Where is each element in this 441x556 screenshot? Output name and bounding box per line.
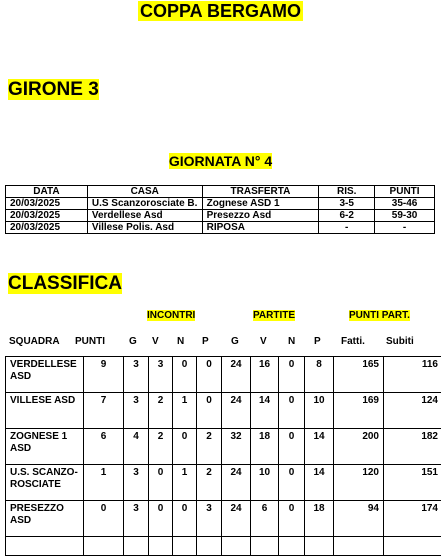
team-name: PRESEZZO ASD <box>6 501 84 537</box>
incontri-p: 0 <box>197 393 222 429</box>
incontri-label: INCONTRI <box>147 310 195 322</box>
match-home: U.S Scanzorosciate B. <box>87 198 202 210</box>
punti-fatti: 165 <box>334 357 384 393</box>
girone-heading: GIRONE 3 <box>8 79 99 101</box>
table-row <box>6 501 441 537</box>
team-name: VERDELLESE ASD <box>6 357 84 393</box>
punti-fatti: 120 <box>334 465 384 501</box>
match-home: Verdellese Asd <box>87 210 202 222</box>
punti-fatti: 169 <box>334 393 384 429</box>
match-points: 59-30 <box>375 210 435 222</box>
match-date: 20/03/2025 <box>6 198 88 210</box>
col-incontri-g: G <box>129 336 137 348</box>
partite-v: 6 <box>251 501 279 537</box>
partite-v: 16 <box>251 357 279 393</box>
table-row <box>6 393 441 429</box>
match-points: 35-46 <box>375 198 435 210</box>
incontri-g: 3 <box>124 465 149 501</box>
incontri-n: 1 <box>173 465 197 501</box>
partite-p: 8 <box>305 357 334 393</box>
partite-v: 18 <box>251 429 279 465</box>
col-partite-p: P <box>314 336 321 348</box>
partite-p: 18 <box>305 501 334 537</box>
giornata-heading: GIORNATA N° 4 <box>0 152 441 170</box>
team-name: VILLESE ASD <box>6 393 84 429</box>
col-partite-n: N <box>288 336 295 348</box>
match-home: Villese Polis. Asd <box>87 222 202 234</box>
matches-table <box>5 185 435 234</box>
incontri-n: 1 <box>173 393 197 429</box>
partite-g: 24 <box>222 465 251 501</box>
match-date: 20/03/2025 <box>6 210 88 222</box>
match-result: - <box>319 222 375 234</box>
partite-g: 24 <box>222 393 251 429</box>
table-row <box>6 198 435 210</box>
header-casa: CASA <box>87 186 202 198</box>
partite-g: 24 <box>222 501 251 537</box>
incontri-p: 0 <box>197 357 222 393</box>
partite-g: 32 <box>222 429 251 465</box>
incontri-g: 4 <box>124 429 149 465</box>
partite-p: 14 <box>305 465 334 501</box>
header-trasferta: TRASFERTA <box>202 186 319 198</box>
col-partite-g: G <box>231 336 239 348</box>
team-points: 6 <box>84 429 124 465</box>
page-title: COPPA BERGAMO <box>0 0 441 22</box>
punti-subiti: 182 <box>384 429 441 465</box>
table-row <box>6 357 441 393</box>
match-result: 6-2 <box>319 210 375 222</box>
incontri-v: 0 <box>149 501 173 537</box>
punti-subiti: 151 <box>384 465 441 501</box>
partite-n: 0 <box>279 393 305 429</box>
team-points: 1 <box>84 465 124 501</box>
classifica-heading: CLASSIFICA <box>8 273 122 295</box>
team-points: 0 <box>84 501 124 537</box>
header-punti: PUNTI <box>375 186 435 198</box>
partite-n: 0 <box>279 429 305 465</box>
team-name: ZOGNESE 1 ASD <box>6 429 84 465</box>
incontri-v: 2 <box>149 429 173 465</box>
incontri-p: 2 <box>197 429 222 465</box>
table-row <box>6 429 441 465</box>
partite-p: 14 <box>305 429 334 465</box>
incontri-v: 2 <box>149 393 173 429</box>
punti-subiti: 174 <box>384 501 441 537</box>
match-away: Zognese ASD 1 <box>202 198 319 210</box>
header-ris: RIS. <box>319 186 375 198</box>
matches-header-row <box>6 186 435 198</box>
match-date: 20/03/2025 <box>6 222 88 234</box>
header-data: DATA <box>6 186 88 198</box>
col-incontri-v: V <box>152 336 159 348</box>
table-row-empty <box>6 537 441 556</box>
partite-label: PARTITE <box>253 310 295 322</box>
col-incontri-p: P <box>202 336 209 348</box>
partite-v: 10 <box>251 465 279 501</box>
match-away: RIPOSA <box>202 222 319 234</box>
partite-g: 24 <box>222 357 251 393</box>
incontri-g: 3 <box>124 501 149 537</box>
incontri-p: 3 <box>197 501 222 537</box>
standings-table <box>5 356 441 556</box>
partite-n: 0 <box>279 501 305 537</box>
incontri-n: 0 <box>173 501 197 537</box>
incontri-p: 2 <box>197 465 222 501</box>
match-result: 3-5 <box>319 198 375 210</box>
col-punti: PUNTI <box>75 336 105 348</box>
punti-subiti: 116 <box>384 357 441 393</box>
col-subiti: Subiti <box>386 336 414 348</box>
col-fatti: Fatti. <box>341 336 365 348</box>
punti-fatti: 200 <box>334 429 384 465</box>
col-squadra: SQUADRA <box>9 336 60 348</box>
incontri-n: 0 <box>173 429 197 465</box>
punti-fatti: 94 <box>334 501 384 537</box>
team-points: 9 <box>84 357 124 393</box>
team-points: 7 <box>84 393 124 429</box>
partite-n: 0 <box>279 357 305 393</box>
col-partite-v: V <box>260 336 267 348</box>
table-row <box>6 465 441 501</box>
table-row <box>6 210 435 222</box>
punti-part-label: PUNTI PART. <box>349 310 410 322</box>
team-name: U.S. SCANZO-ROSCIATE <box>6 465 84 501</box>
punti-subiti: 124 <box>384 393 441 429</box>
partite-n: 0 <box>279 465 305 501</box>
col-incontri-n: N <box>177 336 184 348</box>
partite-v: 14 <box>251 393 279 429</box>
incontri-v: 3 <box>149 357 173 393</box>
partite-p: 10 <box>305 393 334 429</box>
match-away: Presezzo Asd <box>202 210 319 222</box>
match-points: - <box>375 222 435 234</box>
incontri-g: 3 <box>124 357 149 393</box>
incontri-n: 0 <box>173 357 197 393</box>
incontri-v: 0 <box>149 465 173 501</box>
table-row <box>6 222 435 234</box>
incontri-g: 3 <box>124 393 149 429</box>
